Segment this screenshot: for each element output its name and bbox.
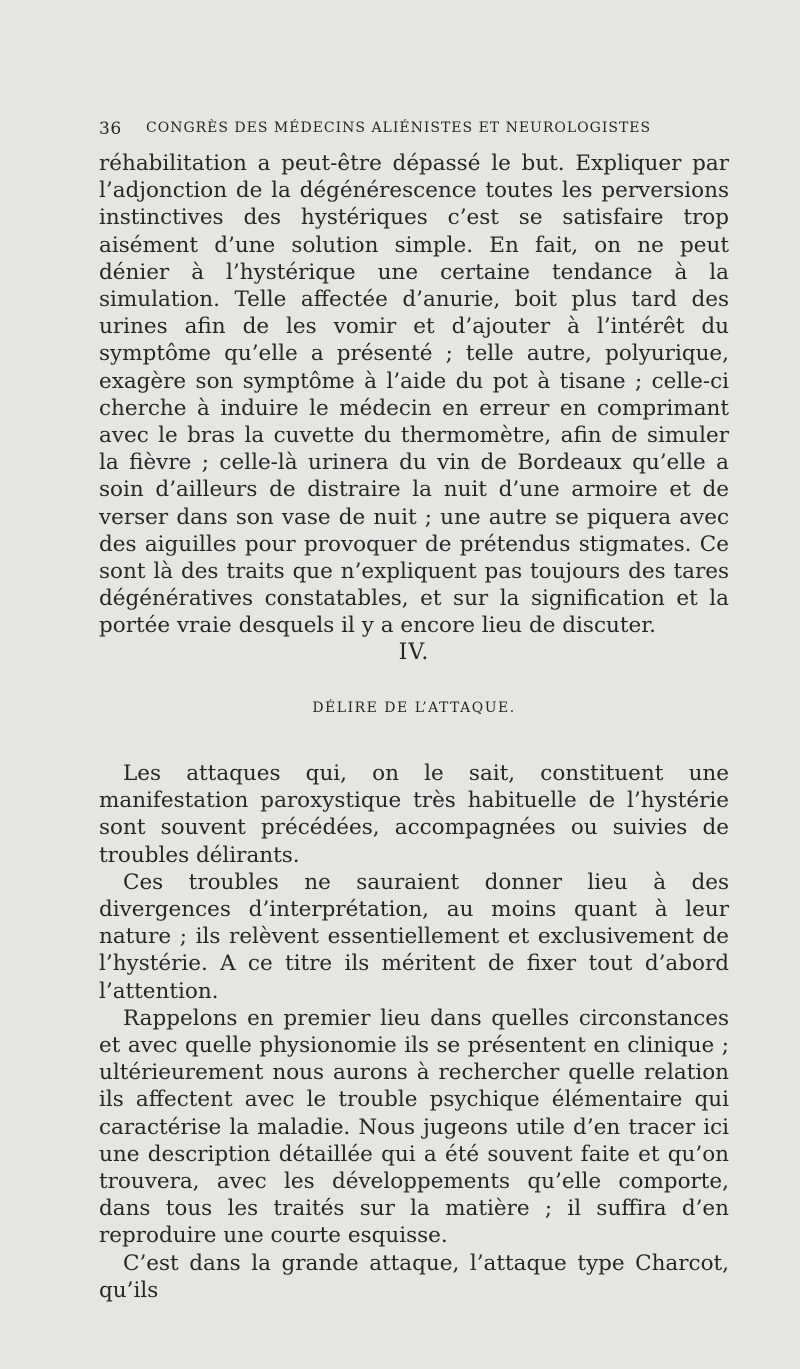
running-title: CONGRÈS DES MÉDECINS ALIÉNISTES ET NEUROLOGISTES [146, 120, 652, 136]
section-number: IV. [398, 640, 430, 665]
paragraph-troubles: Ces troubles ne sauraient donner lieu à des divergences d’interprétation, au moins quant à leur nature ; ils relèvent essentiellement et exclusivement de l’hystérie. A ce titre ils méritent de fixer tout d’abord l’attention. [99, 869, 729, 1004]
main-text-block [99, 150, 729, 640]
paragraph-attaques: Les attaques qui, on le sait, constituent une manifestation paroxystique très habituelle de l’hystérie sont souvent précédées, accompagnées ou suivies de troubles délirants. [99, 761, 729, 868]
paragraph-rehabilitation: réhabilitation a peut-être dépassé le but. Expliquer par l’adjonction de la dégénérescence toutes les perversions instinctives des hystériques c’est se satisfaire trop aisément d’une solution simple. En fait, on ne peut dénier à l’hystérique une certaine tendance à la simulation. Telle affectée d’anurie, boit plus tard des urines afin de les vomir et d’ajouter à l’intérêt du symptôme qu’elle a présenté ; telle autre, polyurique, exagère son symptôme à l’aide du pot à tisane ; celle-ci cherche à induire le médecin en erreur en comprimant avec le bras la cuvette du thermomètre, afin de simuler la fièvre ; celle-là urinera du vin de Bordeaux qu’elle a soin d’ailleurs de distraire la nuit d’une armoire et de verser dans son vase de nuit ; une autre se piquera avec des aiguilles pour provoquer de prétendus stigmates. Ce sont là des traits que n’expliquent pas toujours des tares dégénératives constatables, et sur la signification et la portée vraie desquels il y a encore lieu de discuter. [99, 151, 729, 639]
page-number: 36 [99, 119, 122, 139]
paragraph-rappelons: Rappelons en premier lieu dans quelles circonstances et avec quelle physionomie ils se présentent en clinique ; ultérieurement nous aurons à rechercher quelle relation ils affectent avec le trouble psychique élémentaire qui caractérise la maladie. Nous jugeons utile d’en tracer ici une description détaillée qui a été souvent faite et qu’on trouvera, avec les développements qu’elle comporte, dans tous les traités sur la matière ; il suffira d’en reproduire une courte esquisse. [99, 1005, 729, 1249]
paragraph-grande-attaque: C’est dans la grande attaque, l’attaque type Charcot, qu’ils [99, 1250, 729, 1303]
section-text-block [99, 760, 729, 1304]
section-title: DÉLIRE DE L’ATTAQUE. [312, 700, 516, 716]
running-head [99, 119, 729, 141]
